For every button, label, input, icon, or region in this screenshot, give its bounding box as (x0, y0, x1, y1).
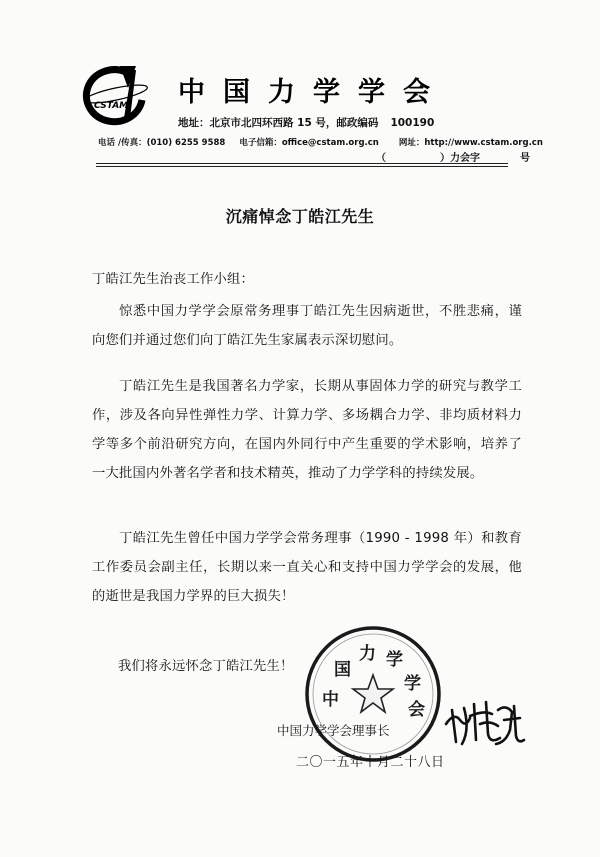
handwritten-signature-icon (440, 690, 528, 750)
website-address: 网址：http://www.cstam.org.cn (398, 138, 543, 148)
closing-line: 我们将永远怀念丁皓江先生！ (118, 659, 294, 674)
address-line (178, 115, 434, 130)
header-rule-bottom (96, 166, 508, 167)
paragraph-service: 丁皓江先生曾任中国力学学会常务理事（1990 - 1998 年）和教育工作委员会副主任，长期以来一直关心和支持中国力学学会的发展，他的逝世是我国力学界的巨大损失！ (92, 531, 522, 604)
letter-date: 二〇一五年十月二十八日 (296, 755, 445, 770)
signer-title: 中国力学学会理事长 (277, 723, 390, 738)
contact-line (98, 136, 543, 148)
organization-name: 中国力学学会 (178, 77, 448, 108)
seal-char-2: 国 (334, 660, 351, 680)
ref-suffix: 号 (520, 153, 530, 164)
reference-number-line (376, 149, 530, 164)
seal-char-3: 力 (359, 644, 376, 664)
postcode: 100190 (390, 117, 435, 129)
paragraph-condolence: 惊悉中国力学学会原常务理事丁皓江先生因病逝世，不胜悲痛，谨向您们并通过您们向丁皓江先生家属表示深切慰问。 (92, 304, 522, 348)
email-address: 电子信箱：office@cstam.org.cn (239, 138, 379, 148)
letter-title: 沉痛悼念丁皓江先生 (225, 207, 375, 226)
phone-fax: 电话 /传真：(010) 6255 9588 (98, 138, 226, 148)
paragraph-career: 丁皓江先生是我国著名力学家，长期从事固体力学的研究与教学工作，涉及各向异性弹性力学、计算力学、多场耦合力学、非均质材料力学等多个前沿研究方向，在国内外同行中产生重要的学术影响，培养了一大批国内外著名学者和技术精英，推动了力学学科的持续发展。 (92, 379, 522, 481)
logo-text: CSTAM (94, 101, 129, 111)
header-rule-top (96, 163, 508, 164)
seal-char-1: 中 (322, 690, 339, 710)
salutation: 丁皓江先生治丧工作小组： (92, 272, 254, 287)
seal-char-5: 学 (404, 674, 421, 694)
seal-char-6: 会 (408, 700, 425, 720)
official-seal (304, 625, 442, 763)
address: 地址：北京市北四环西路 15 号，邮政编码 (178, 117, 379, 129)
ref-label: ）力会字 (440, 153, 480, 164)
cstam-logo-icon (76, 62, 160, 126)
seal-char-4: 学 (386, 650, 403, 670)
ref-open: （ (376, 153, 386, 164)
